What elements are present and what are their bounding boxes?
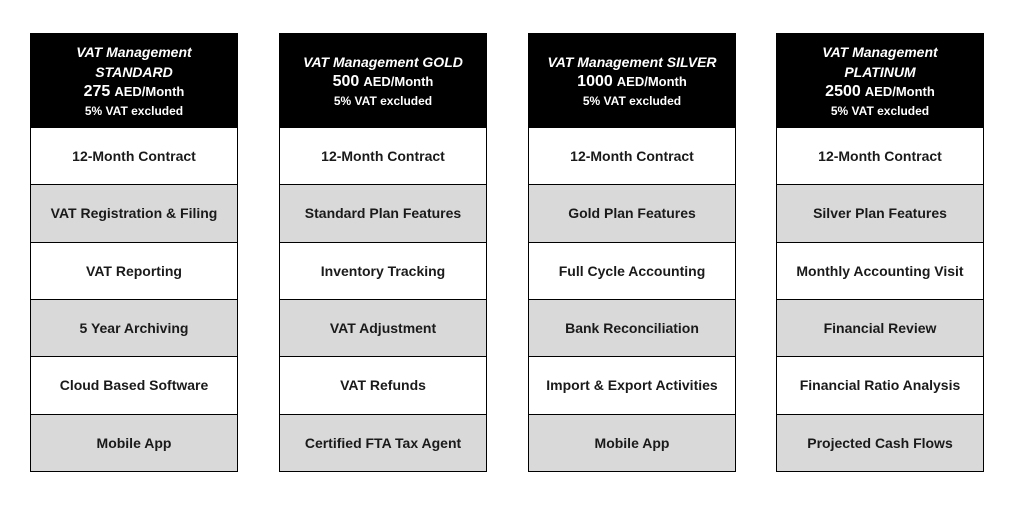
plan-title-line1: VAT Management GOLD — [303, 53, 463, 70]
feature-row: 12-Month Contract — [777, 127, 983, 184]
feature-row: Standard Plan Features — [280, 184, 486, 241]
vat-note: 5% VAT excluded — [830, 103, 930, 118]
plan-header — [280, 34, 486, 127]
plan-header — [777, 34, 983, 127]
feature-row: Mobile App — [529, 414, 735, 471]
plan-title-line1: VAT Management SILVER — [547, 53, 717, 70]
feature-row: Full Cycle Accounting — [529, 242, 735, 299]
plan-card-silver — [528, 33, 736, 472]
price-amount: 500 — [332, 72, 360, 90]
vat-note: 5% VAT excluded — [84, 103, 184, 118]
feature-row: VAT Reporting — [31, 242, 237, 299]
price-amount: 2500 — [825, 82, 861, 100]
plan-price — [577, 72, 687, 92]
feature-row: Financial Ratio Analysis — [777, 356, 983, 413]
plan-price — [825, 82, 935, 102]
price-unit: AED/Month — [864, 83, 935, 99]
plan-header — [31, 34, 237, 127]
plan-title-line2: PLATINUM — [844, 63, 916, 80]
plan-card-platinum — [776, 33, 984, 472]
feature-row: Monthly Accounting Visit — [777, 242, 983, 299]
feature-row: Inventory Tracking — [280, 242, 486, 299]
plan-title-line2: STANDARD — [95, 63, 173, 80]
feature-row: Financial Review — [777, 299, 983, 356]
plan-card-gold — [279, 33, 487, 472]
plan-card-standard — [30, 33, 238, 472]
feature-row: 12-Month Contract — [280, 127, 486, 184]
price-unit: AED/Month — [363, 73, 434, 89]
vat-note: 5% VAT excluded — [582, 93, 682, 108]
vat-note: 5% VAT excluded — [333, 93, 433, 108]
feature-row: VAT Refunds — [280, 356, 486, 413]
feature-row: Certified FTA Tax Agent — [280, 414, 486, 471]
feature-row: Import & Export Activities — [529, 356, 735, 413]
feature-row: VAT Registration & Filing — [31, 184, 237, 241]
price-amount: 275 — [83, 82, 111, 100]
feature-row: Gold Plan Features — [529, 184, 735, 241]
plan-price — [333, 72, 434, 92]
price-unit: AED/Month — [616, 73, 687, 89]
price-amount: 1000 — [577, 72, 613, 90]
feature-row: Silver Plan Features — [777, 184, 983, 241]
feature-row: Projected Cash Flows — [777, 414, 983, 471]
feature-row: VAT Adjustment — [280, 299, 486, 356]
feature-row: 12-Month Contract — [31, 127, 237, 184]
feature-row: 12-Month Contract — [529, 127, 735, 184]
feature-row: 5 Year Archiving — [31, 299, 237, 356]
plan-title-line1: VAT Management — [76, 43, 192, 60]
plan-price — [84, 82, 185, 102]
feature-row: Cloud Based Software — [31, 356, 237, 413]
plan-header — [529, 34, 735, 127]
feature-row: Bank Reconciliation — [529, 299, 735, 356]
feature-row: Mobile App — [31, 414, 237, 471]
plan-title-line1: VAT Management — [822, 43, 938, 60]
price-unit: AED/Month — [114, 83, 185, 99]
